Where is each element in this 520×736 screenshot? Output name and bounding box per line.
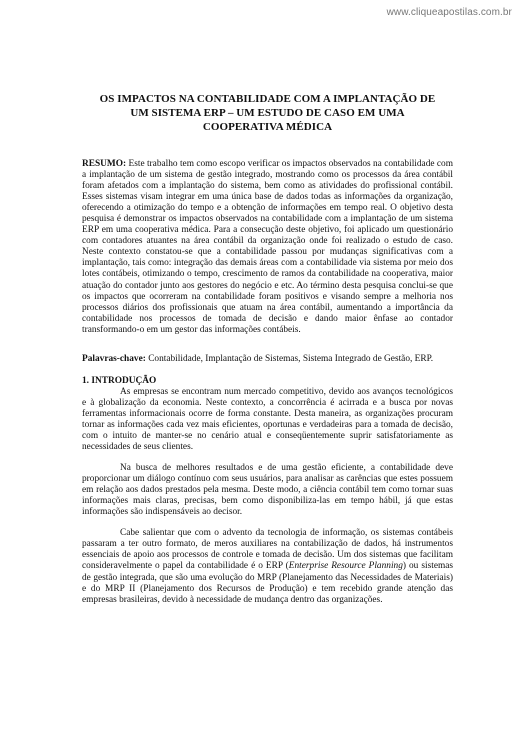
intro-paragraph-3	[82, 528, 453, 605]
title-line-3: COOPERATIVA MÉDICA	[202, 121, 333, 133]
keywords-paragraph	[82, 354, 453, 365]
document-page	[82, 92, 453, 606]
intro-p3-part-b: ) ou sistemas de gestão integrada, que são uma evolução do MRP (Planejamento das Necessidades de Materiais) e do MRP II (Planejamento dos Recursos de Produção) e tem recebido grande atenção das empresas brasileiras, devido à necessidade de mudança dentro das organizações.	[82, 561, 454, 605]
title-line-2: UM SISTEMA ERP – UM ESTUDO DE CASO EM UMA	[130, 107, 405, 119]
intro-p3-italic-term: Enterprise Resource Planning	[288, 561, 403, 572]
document-title	[82, 92, 453, 134]
intro-paragraph-1: As empresas se encontram num mercado competitivo, devido aos avanços tecnológicos e à globalização da economia. Neste contexto, a concorrência é acirrada e a busca por novas ferramentas informacionais ocorre de forma constante. Desta maneira, as organizações procuram tornar as informações cada vez mais eficientes, oportunas e verdadeiras para a tomada de decisão, com o intuito de manter-se no cenário atual e conseqüentemente suprir satisfatoriamente as necessidades de seus clientes.	[82, 386, 453, 453]
abstract-text: Este trabalho tem como escopo verificar os impactos observados na contabilidade com a implantação de um sistema de gestão integrado, mostrando como os processos da área contábil foram afetados com a implantação do sistema, bem como as atividades do profissional contábil. Esses sistemas visam integrar em uma única base de dados todas as informações da organização, oferecendo a otimização do tempo e a obtenção de informações em tempo real. O objetivo desta pesquisa é demonstrar os impactos observados na contabilidade com a implantação de um sistema ERP em uma cooperativa médica. Para a consecução deste objetivo, foi aplicado um questionário com contadores atuantes na área contábil da organização onde foi realizado o estudo de caso. Neste contexto constatou-se que a contabilidade passou por mudanças significativas com a implantação, tais como: integração das demais áreas com a contabilidade via sistema por meio dos lotes contábeis, otimizando o tempo, crescimento de ramos da contabilidade na cooperativa, maior atuação do contador junto aos gestores do negócio e etc. Ao término desta pesquisa conclui-se que os impactos que ocorreram na contabilidade foram positivos e visando sempre a melhoria nos processos diários dos profissionais que atuam na área contábil, aumentando a importância da contabilidade nos processos de tomada de decisão e dando maior ênfase ao contador transformando-o em um gestor das informações contábeis.	[82, 159, 453, 335]
intro-paragraph-2: Na busca de melhores resultados e de uma gestão eficiente, a contabilidade deve proporcionar um diálogo contínuo com seus usuários, para analisar as carências que estes possuem em relação aos dados prestados pela mesma. Deste modo, a ciência contábil tem como tornar suas informações mais claras, precisas, bem como disponibiliza-las em tempo hábil, já que estas informações são indispensáveis ao decisor.	[82, 463, 453, 518]
abstract-paragraph	[82, 159, 453, 336]
intro-p3-part-a: Cabe salientar que com o advento da tecnologia de informação, os sistemas contábeis passaram a ter outro formato, de meros auxiliares na contabilização de dados, há instrumentos essenciais de apoio aos processos de controle e tomada de decisão. Um dos sistemas que facilitam consideravelmente o papel da contabilidade é o ERP (	[82, 528, 453, 572]
title-line-1: OS IMPACTOS NA CONTABILIDADE COM A IMPLANTAÇÃO DE	[99, 93, 436, 105]
keywords-label: Palavras-chave:	[82, 353, 146, 364]
keywords-text: Contabilidade, Implantação de Sistemas, Sistema Integrado de Gestão, ERP.	[148, 353, 434, 364]
section-heading-introducao: 1. INTRODUÇÃO	[82, 375, 157, 386]
abstract-label: RESUMO:	[82, 159, 127, 169]
site-url[interactable]: www.cliqueapostilas.com.br	[386, 7, 512, 18]
